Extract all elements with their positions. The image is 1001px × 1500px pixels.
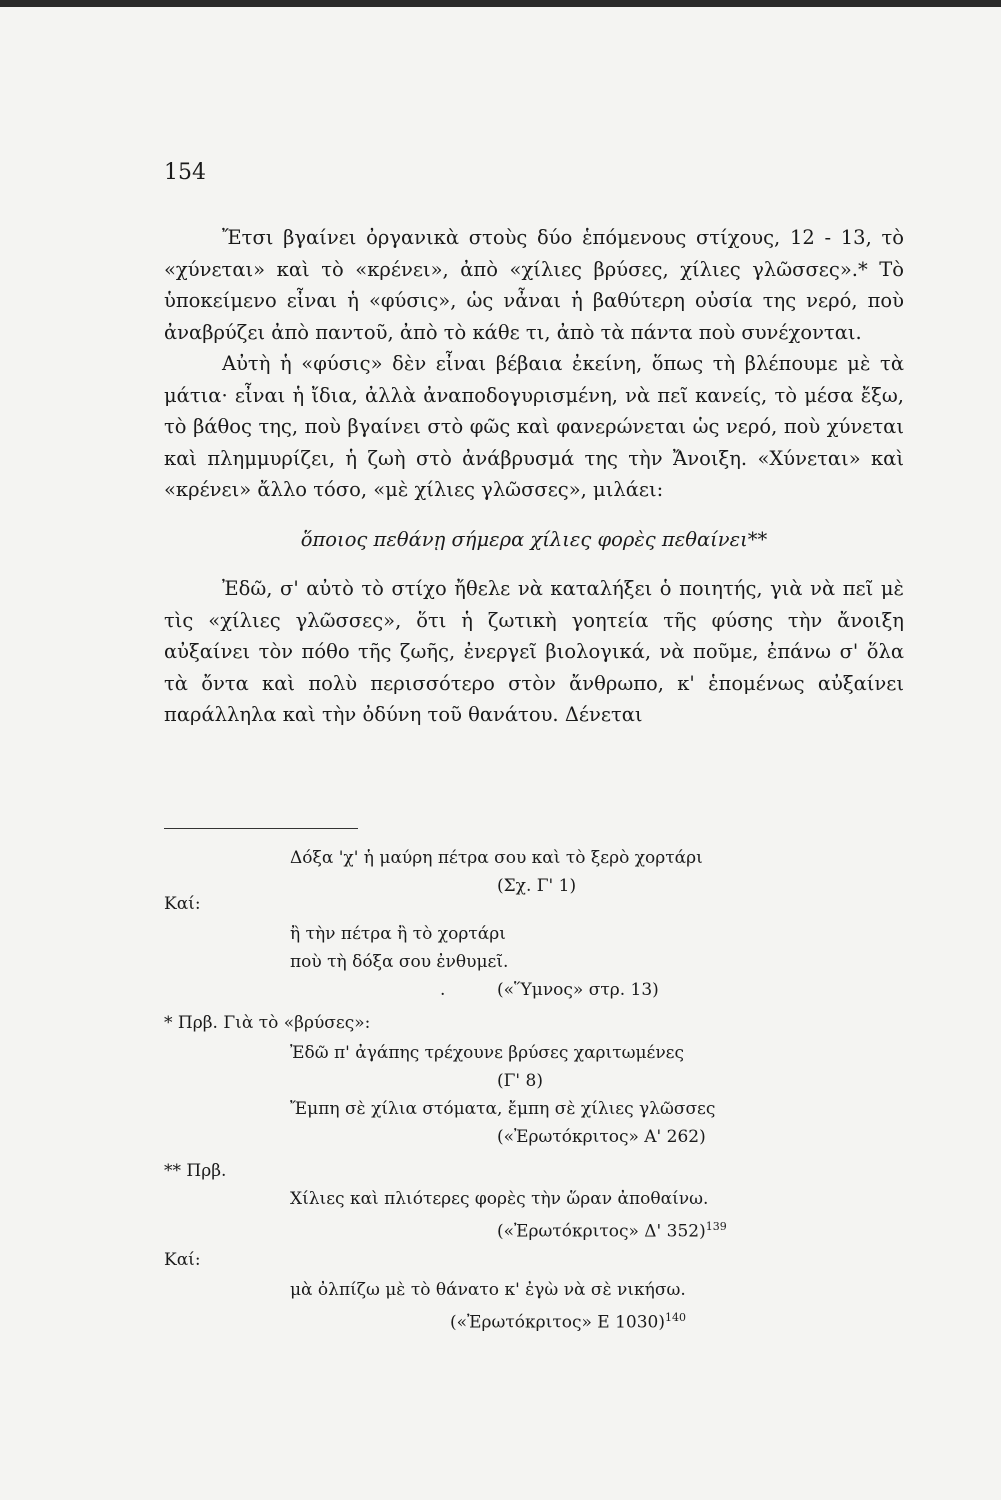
footnote-ref-3: (Γ' 8) [497,1071,543,1091]
footnote-separator [164,828,358,829]
footnote-verse-2: ἢ τὴν πέτρα ἢ τὸ χορτάρι [290,924,506,944]
paragraph-2: Αὐτὴ ἡ «φύσις» δὲν εἶναι βέβαια ἐκείνη, ὅπως τὴ βλέπουμε μὲ τὰ μάτια· εἶναι ἡ ἴδια, ἀλλὰ ἀναποδογυρισμένη, νὰ πεῖ κανείς, τὸ μέσα ἔξω, τὸ βάθος της, ποὺ βγαίνει στὸ φῶς καὶ φανερώνεται ὡς νερό, ποὺ χύνεται καὶ πλημμυρίζει, ἡ ζωὴ στὸ ἀνάβρυσμά της τὴν Ἄνοιξη. «Χύνεται» καὶ «κρένει» ἄλλο τόσο, «μὲ χίλιες γλῶσσες», μιλάει: [164,352,904,501]
footnote-verse-5: Ἔμπη σὲ χίλια στόματα, ἔμπη σὲ χίλιες γλῶσσες [290,1099,716,1119]
footnote-kai-1: Καί: [164,894,201,914]
footnote-dot: . [440,980,446,1000]
footnote-verse-6: Χίλιες καὶ πλιότερες φορὲς τὴν ὥραν ἀποθαίνω. [290,1189,709,1209]
main-text [164,222,904,731]
footnote-ref-6-number: 140 [665,1311,686,1324]
footnote-ref-6 [450,1306,686,1335]
footnote-verse-4: Ἐδῶ π' ἀγάπης τρέχουνε βρύσες χαριτωμένες [290,1043,684,1063]
footnote-star-1: * Πρβ. Γιὰ τὸ «βρύσες»: [164,1013,371,1033]
quoted-verse: ὅποιος πεθάνῃ σήμερα χίλιες φορὲς πεθαίνει** [300,527,768,551]
footnote-ref-2: («Ὕμνος» στρ. 13) [497,980,659,1000]
page-edge-bar [0,0,1001,7]
footnote-verse-7: μὰ ὀλπίζω μὲ τὸ θάνατο κ' ἐγὼ νὰ σὲ νικήσω. [290,1280,686,1300]
footnote-kai-2: Καί: [164,1250,201,1270]
paragraph-3: Ἐδῶ, σ' αὐτὸ τὸ στίχο ἤθελε νὰ καταλήξει ὁ ποιητής, γιὰ νὰ πεῖ μὲ τὶς «χίλιες γλῶσσες», ὅτι ἡ ζωτικὴ γοητεία τῆς φύσης τὴν ἄνοιξη αὐξαίνει τὸν πόθο τῆς ζωῆς, ἐνεργεῖ βιολογικά, νὰ ποῦμε, ἐπάνω σ' ὅλα τὰ ὄντα καὶ πολὺ περισσότερο στὸν ἄνθρωπο, κ' ἑπομένως αὐξαίνει παράλληλα καὶ τὴν ὀδύνη τοῦ θανάτου. Δένεται [164,577,904,726]
footnote-ref-6-text: («Ἐρωτόκριτος» Ε 1030) [450,1312,665,1333]
footnote-ref-1: (Σχ. Γ' 1) [497,876,577,896]
footnote-verse-3: ποὺ τὴ δόξα σου ἐνθυμεῖ. [290,952,509,972]
footnote-verse-1: Δόξα 'χ' ἡ μαύρη πέτρα σου καὶ τὸ ξερὸ χορτάρι [290,848,703,868]
footnote-ref-5-number: 139 [705,1220,727,1233]
footnote-ref-5 [497,1215,727,1244]
footnote-ref-5-text: («Ἐρωτόκριτος» Δ' 352) [497,1221,706,1242]
page-number: 154 [164,160,206,185]
footnote-ref-4: («Ἐρωτόκριτος» Α' 262) [497,1127,706,1147]
footnote-star-2: ** Πρβ. [164,1161,227,1181]
paragraph-1: Ἔτσι βγαίνει ὀργανικὰ στοὺς δύο ἑπόμενους στίχους, 12 - 13, τὸ «χύνεται» καὶ τὸ «κρένει», ἀπὸ «χίλιες βρύσες, χίλιες γλῶσσες».* Τὸ ὑποκείμενο εἶναι ἡ «φύσις», ὡς νἆναι ἡ βαθύτερη οὐσία της νερό, ποὺ ἀναβρύζει ἀπὸ παντοῦ, ἀπὸ τὸ κάθε τι, ἀπὸ τὰ πάντα ποὺ συνέχονται. [164,226,904,344]
